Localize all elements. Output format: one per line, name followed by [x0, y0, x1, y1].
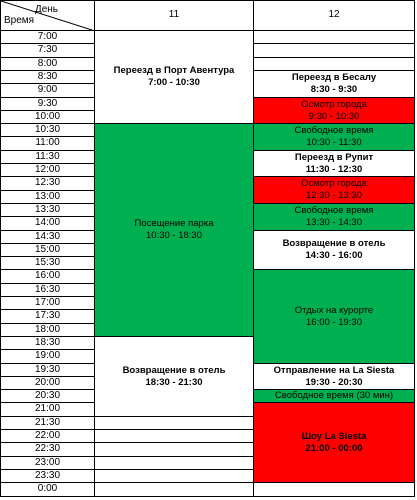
day-label: День	[34, 4, 58, 15]
event-block	[95, 337, 254, 417]
time-cell: 11:30	[0, 151, 95, 164]
empty-slot	[254, 44, 415, 58]
empty-slot	[95, 430, 254, 443]
event-block	[95, 124, 254, 337]
time-cell: 20:30	[0, 390, 95, 403]
event-block	[254, 390, 415, 403]
empty-slot	[95, 457, 254, 470]
time-cell: 14:00	[0, 217, 95, 231]
time-cell: 8:30	[0, 71, 95, 84]
event-title: Отправление на La Siesta	[273, 364, 395, 376]
time-cell: 21:00	[0, 403, 95, 417]
time-cell: 13:00	[0, 191, 95, 204]
time-cell: 13:30	[0, 204, 95, 217]
time-cell: 10:00	[0, 111, 95, 124]
event-title: Свободное время	[294, 205, 374, 217]
time-cell: 16:00	[0, 270, 95, 284]
event-time-range: 10:30 - 11:30	[306, 137, 362, 148]
event-title: Возвращение в отель	[122, 364, 226, 376]
time-cell: 9:00	[0, 84, 95, 98]
event-title: Переезд в Бесалу	[291, 72, 377, 84]
event-block	[254, 151, 415, 177]
time-cell: 23:30	[0, 470, 95, 483]
time-cell: 18:00	[0, 324, 95, 337]
empty-slot	[254, 483, 415, 497]
time-cell: 19:00	[0, 350, 95, 364]
empty-slot	[95, 483, 254, 497]
event-time-range: 8:30 - 9:30	[310, 84, 358, 95]
time-cell: 21:30	[0, 417, 95, 430]
time-cell: 10:30	[0, 124, 95, 137]
event-time-range: 21:00 - 00:00	[305, 442, 363, 454]
event-time-range: 12:30 - 13:30	[306, 190, 362, 201]
header-corner	[0, 0, 95, 31]
time-cell: 8:00	[0, 58, 95, 71]
time-cell: 16:30	[0, 284, 95, 297]
time-cell: 12:30	[0, 177, 95, 191]
event-title: Посещение парка	[134, 218, 214, 230]
time-cell: 11:00	[0, 137, 95, 151]
event-title: Свободное время	[294, 125, 374, 137]
time-cell: 9:30	[0, 98, 95, 111]
event-time-range: 19:30 - 20:30	[305, 376, 363, 388]
event-block	[254, 71, 415, 98]
event-title: Переезд в Рупит	[294, 151, 374, 163]
event-title: Осмотр города	[301, 178, 367, 190]
empty-slot	[95, 470, 254, 483]
empty-slot	[254, 31, 415, 44]
event-block	[95, 31, 254, 124]
event-time-range: 14:30 - 16:00	[305, 250, 363, 261]
event-block	[254, 270, 415, 364]
time-label: Время	[4, 14, 35, 26]
time-cell: 22:00	[0, 430, 95, 443]
time-cell: 19:30	[0, 364, 95, 377]
event-time-range: 13:30 - 14:30	[306, 217, 362, 228]
time-cell: 22:30	[0, 443, 95, 457]
event-time-range: 7:00 - 10:30	[148, 77, 200, 88]
empty-slot	[254, 58, 415, 71]
event-block	[254, 204, 415, 231]
event-title: Переезд в Порт Авентура	[113, 65, 235, 77]
day-header-11: 11	[95, 0, 254, 31]
time-cell: 20:00	[0, 377, 95, 390]
event-block	[254, 177, 415, 204]
empty-slot	[95, 443, 254, 457]
event-time-range: 18:30 - 21:30	[145, 376, 203, 388]
event-time-range: 11:30 - 12:30	[305, 163, 363, 175]
time-cell: 14:30	[0, 231, 95, 244]
time-cell: 23:00	[0, 457, 95, 470]
time-cell: 15:30	[0, 257, 95, 270]
time-cell: 15:00	[0, 244, 95, 257]
event-time-range: 10:30 - 18:30	[146, 230, 202, 241]
event-title: Возвращение в отель	[282, 238, 386, 250]
event-title: Свободное время (30 мин)	[274, 390, 394, 402]
time-cell: 7:00	[0, 31, 95, 44]
event-block	[254, 98, 415, 124]
event-block	[254, 364, 415, 390]
event-block	[254, 231, 415, 270]
time-cell: 17:00	[0, 297, 95, 310]
event-block	[254, 124, 415, 151]
time-cell: 0:00	[0, 483, 95, 497]
event-title: Отдых на курорте	[294, 304, 374, 316]
event-block	[254, 403, 415, 483]
event-title: Шоу La Siesta	[301, 430, 367, 442]
day-header-12: 12	[254, 0, 415, 31]
time-cell: 18:30	[0, 337, 95, 350]
event-time-range: 9:30 - 10:30	[308, 110, 360, 122]
time-cell: 12:00	[0, 164, 95, 177]
empty-slot	[95, 417, 254, 430]
event-time-range: 16:00 - 19:30	[306, 316, 362, 328]
time-cell: 7:30	[0, 44, 95, 58]
time-cell: 17:30	[0, 310, 95, 324]
event-title: Осмотр города	[301, 98, 367, 110]
